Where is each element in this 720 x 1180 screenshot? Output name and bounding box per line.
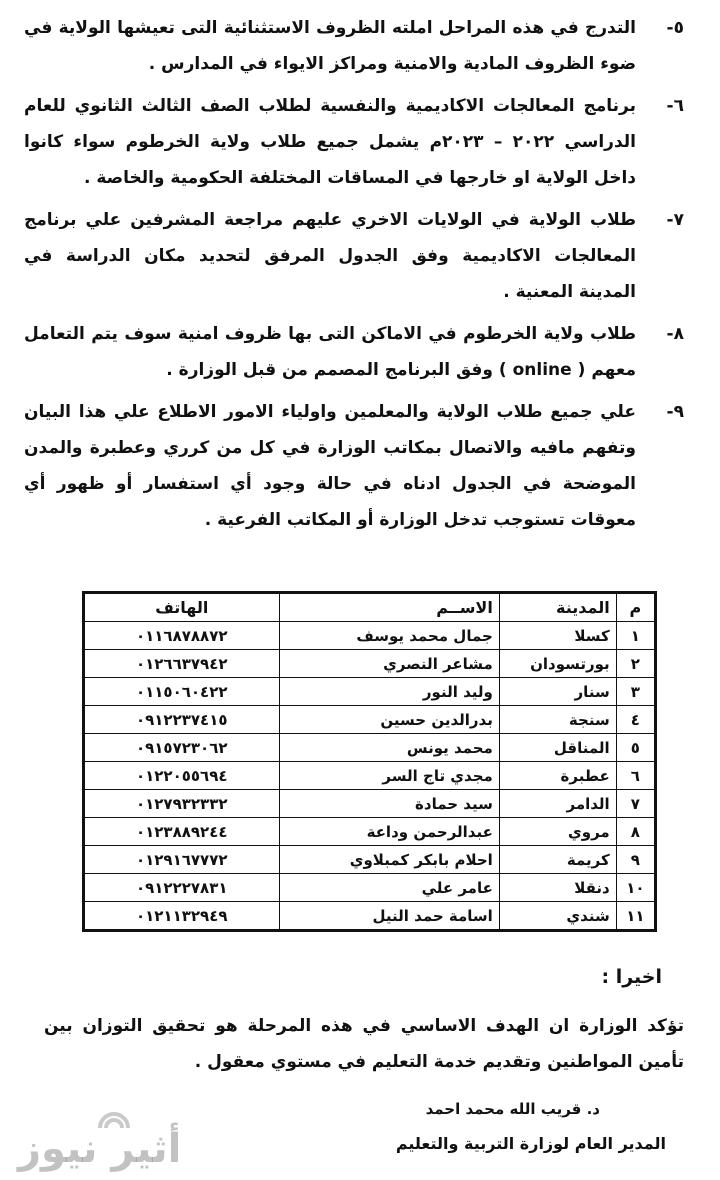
table-row: [84, 902, 656, 931]
row-name: مشاعر النصري: [279, 650, 499, 678]
signature-name: د. قريب الله محمد احمد: [425, 1100, 600, 1118]
table-row: [84, 874, 656, 902]
list-item: [24, 394, 684, 538]
row-number: ٤: [616, 706, 655, 734]
contacts-table: [82, 591, 657, 932]
row-city: شندي: [499, 902, 616, 931]
row-name: مجدي تاج السر: [279, 762, 499, 790]
row-phone: ٠١٢١١٣٢٩٤٩: [84, 902, 280, 931]
row-number: ١١: [616, 902, 655, 931]
header-name: الاســم: [279, 593, 499, 622]
row-city: كريمة: [499, 846, 616, 874]
row-name: بدرالدين حسين: [279, 706, 499, 734]
table-row: [84, 678, 656, 706]
row-phone: ٠٩١٥٧٢٣٠٦٢: [84, 734, 280, 762]
table-row: [84, 622, 656, 650]
table-row: [84, 818, 656, 846]
list-item: [24, 88, 684, 196]
table-row: [84, 790, 656, 818]
table-row: [84, 706, 656, 734]
list-item: [24, 202, 684, 310]
item-number: ٦-: [666, 96, 684, 116]
table-row: [84, 846, 656, 874]
row-number: ٧: [616, 790, 655, 818]
table-row: [84, 650, 656, 678]
row-phone: ٠١١٦٨٧٨٨٧٢: [84, 622, 280, 650]
row-city: عطبرة: [499, 762, 616, 790]
item-text: طلاب الولاية في الولايات الاخري عليهم مراجعة المشرفين علي برنامج المعالجات الاكاديمية وفق الجدول المرفق لتحديد مكان الدراسة في المدينة المعنية .: [24, 210, 636, 302]
header-number: م: [616, 593, 655, 622]
row-number: ٣: [616, 678, 655, 706]
watermark-text: أثير نيوز: [18, 1126, 182, 1172]
table-row: [84, 734, 656, 762]
row-city: كسلا: [499, 622, 616, 650]
row-phone: ٠١٢٦٦٣٧٩٤٢: [84, 650, 280, 678]
table-header-row: [84, 593, 656, 622]
numbered-items: [24, 10, 684, 544]
list-item: [24, 316, 684, 388]
online-term: online: [512, 360, 572, 380]
watermark-logo: [8, 1106, 198, 1176]
row-city: سنار: [499, 678, 616, 706]
conclusion-heading: اخيرا :: [601, 966, 662, 988]
item-number: ٩-: [666, 402, 684, 422]
conclusion-text: تؤكد الوزارة ان الهدف الاساسي في هذه المرحلة هو تحقيق التوزان بين تأمين المواطنين وتقديم خدمة التعليم في مستوي معقول .: [44, 1016, 684, 1072]
item-number: ٧-: [666, 210, 684, 230]
item-number: ٥-: [666, 18, 684, 38]
item-number: ٨-: [666, 324, 684, 344]
row-city: الدامر: [499, 790, 616, 818]
row-phone: ٠١٢٧٩٣٢٣٣٢: [84, 790, 280, 818]
row-city: مروي: [499, 818, 616, 846]
row-city: سنجة: [499, 706, 616, 734]
row-name: اسامة حمد النيل: [279, 902, 499, 931]
item-text: [24, 316, 636, 388]
row-number: ١: [616, 622, 655, 650]
item-text-before: طلاب ولاية الخرطوم في الاماكن التى بها ظروف امنية سوف يتم التعامل معهم (: [24, 324, 636, 380]
row-phone: ٠٩١٢٢٢٧٨٣١: [84, 874, 280, 902]
item-text-after: ) وفق البرنامج المصمم من قبل الوزارة .: [166, 360, 507, 380]
table-body: [84, 622, 656, 931]
row-name: عامر علي: [279, 874, 499, 902]
row-city: بورتسودان: [499, 650, 616, 678]
row-phone: ٠١١٥٠٦٠٤٢٢: [84, 678, 280, 706]
row-number: ٥: [616, 734, 655, 762]
row-name: محمد يونس: [279, 734, 499, 762]
item-text: التدرج في هذه المراحل املته الظروف الاستثنائية التى تعيشها الولاية في ضوء الظروف المادية والامنية ومراكز الايواء في المدارس .: [24, 18, 636, 74]
row-phone: ٠١٢٣٨٨٩٢٤٤: [84, 818, 280, 846]
header-city: المدينة: [499, 593, 616, 622]
header-phone: الهاتف: [84, 593, 280, 622]
row-phone: ٠١٢٩١٦٧٧٧٢: [84, 846, 280, 874]
row-name: عبدالرحمن وداعة: [279, 818, 499, 846]
list-item: [24, 10, 684, 82]
item-text: برنامج المعالجات الاكاديمية والنفسية لطلاب الصف الثالث الثانوي للعام الدراسي ٢٠٢٢ – ٢٠٢٣م يشمل جميع طلاب ولاية الخرطوم سواء كانوا داخل الولاية او خارجها في المساقات المختلفة الحكومية والخاصة .: [24, 96, 637, 188]
row-number: ٢: [616, 650, 655, 678]
signature-title: المدير العام لوزارة التربية والتعليم: [395, 1134, 666, 1153]
row-city: المناقل: [499, 734, 616, 762]
row-city: دنقلا: [499, 874, 616, 902]
table-row: [84, 762, 656, 790]
item-text: علي جميع طلاب الولاية والمعلمين واولياء الامور الاطلاع علي هذا البيان وتفهم مافيه والاتصال بمكاتب الوزارة في كل من كرري وعطبرة والمدن الموضحة في الجدول ادناه في حالة وجود أي استفسار أو ظهور أي معوقات تستوجب تدخل الوزارة أو المكاتب الفرعية .: [24, 402, 636, 530]
row-phone: ٠٩١٢٢٣٧٤١٥: [84, 706, 280, 734]
row-name: جمال محمد يوسف: [279, 622, 499, 650]
row-name: احلام بابكر كمبلاوي: [279, 846, 499, 874]
row-number: ٦: [616, 762, 655, 790]
row-number: ٩: [616, 846, 655, 874]
row-name: سيد حمادة: [279, 790, 499, 818]
row-number: ١٠: [616, 874, 655, 902]
row-phone: ٠١٢٢٠٥٥٦٩٤: [84, 762, 280, 790]
row-number: ٨: [616, 818, 655, 846]
row-name: وليد النور: [279, 678, 499, 706]
